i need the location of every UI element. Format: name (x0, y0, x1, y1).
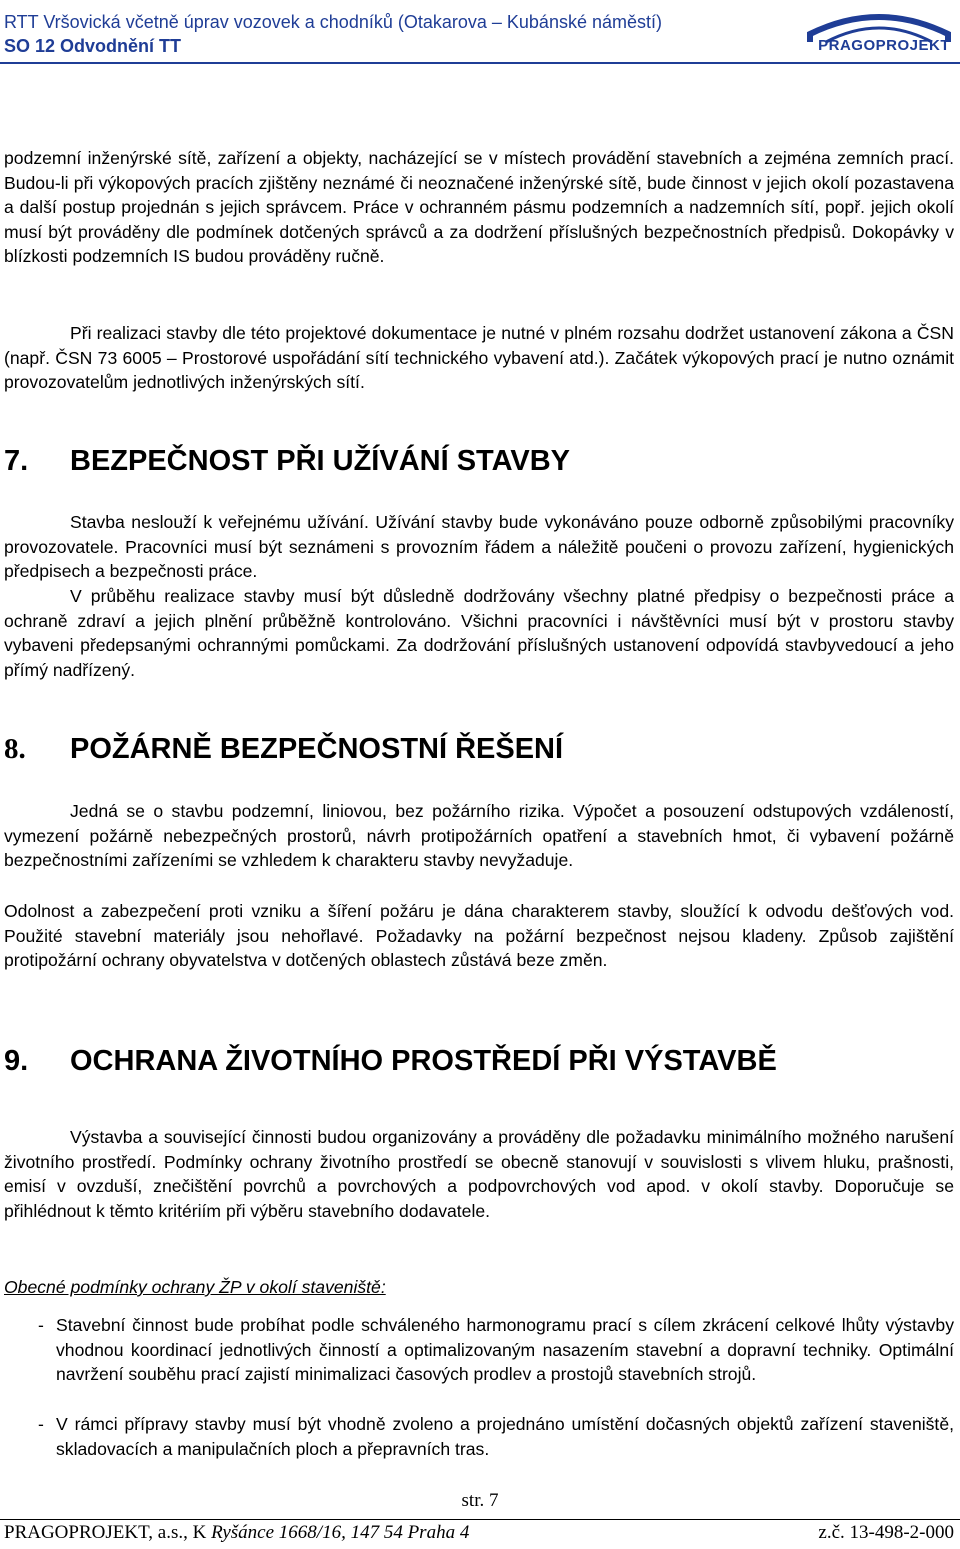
paragraph-standards-text: Při realizaci stavby dle této projektové dokumentace je nutné v plném rozsahu dodržet ustanovení zákona a ČSN (např. ČSN 73 6005 – Prostorové uspořádání sítí technického vybavení atd.). Začátek výkopových prací je nutno oznámit provozovatelům jednotlivých inženýrských sítí. (4, 323, 954, 392)
bullet-dash: - (38, 1414, 44, 1434)
section-7-paragraph-2-text: V průběhu realizace stavby musí být důsledně dodržovány všechny platné předpisy o bezpečnosti práce a ochraně zdraví a jejich plnění průběžně kontrolováno. Všichni pracovníci i návštěvníci musí být v prostoru stavby vybaveni předepsanými ochrannými pomůckami. Za dodržování příslušných ustanovení odpovídá stavbyvedoucí a jeho přímý nadřízený. (4, 586, 954, 680)
footer-doc-number: z.č. 13-498-2-000 (818, 1522, 954, 1543)
header-title-line1: RTT Vršovická včetně úprav vozovek a chodníků (Otakarova – Kubánské náměstí) (4, 12, 662, 32)
section-9-heading (4, 1045, 777, 1078)
section-9-title: OCHRANA ŽIVOTNÍHO PROSTŘEDÍ PŘI VÝSTAVBĚ (70, 1045, 777, 1077)
footer-divider (0, 1519, 960, 1520)
bullet-dash: - (38, 1315, 44, 1335)
section-9-number: 9. (4, 1045, 29, 1077)
section-8-paragraph-1-text: Jedná se o stavbu podzemní, liniovou, bez požárního rizika. Výpočet a posouzení odstupových vzdáleností, vymezení požárně nebezpečných prostorů, návrh protipožárních opatření a stavebních hmot, či vybavení požárně bezpečnostními zařízeními se vzhledem k charakteru stavby nevyžaduje. (4, 801, 954, 870)
logo-text: PRAGOPROJEKT (818, 37, 950, 54)
footer-street: Ryšánce 1668/16, 147 54 Praha 4 (211, 1522, 470, 1543)
section-8-title: POŽÁRNĚ BEZPEČNOSTNÍ ŘEŠENÍ (70, 733, 564, 765)
section-8-paragraph-2: Odolnost a zabezpečení proti vzniku a šíření požáru je dána charakterem stavby, sloužící k odvodu dešťových vod. Použité stavební materiály jsou nehořlavé. Požadavky na požární bezpečnost nejsou kladeny. Způsob zajištění protipožární ochrany obyvatelstva v dotčených oblastech zůstává beze změn. (4, 901, 954, 970)
section-8-heading (4, 733, 563, 766)
footer-company: PRAGOPROJEKT, a.s., K (4, 1522, 207, 1543)
section-7-paragraph-1-text: Stavba neslouží k veřejnému užívání. Užívání stavby bude vykonáváno pouze odborně způsobilými pracovníky provozovatele. Pracovníci musí být seznámeni s provozním řádem a náležitě poučeni o provozu zařízení, hygienických předpisech a bezpečnosti práce. (4, 512, 954, 581)
pragoprojekt-logo (806, 4, 952, 58)
section-7-paragraph-2 (4, 584, 954, 682)
list-item (4, 1313, 954, 1387)
section-8-number: 8. (4, 733, 26, 765)
section-8-paragraph-1 (4, 799, 954, 873)
section-9-subheading-text: Obecné podmínky ochrany ŽP v okolí staveniště: (4, 1277, 386, 1297)
section-9-subheading (4, 1275, 954, 1300)
section-7-title: BEZPEČNOST PŘI UŽÍVÁNÍ STAVBY (70, 445, 571, 477)
page-number: str. 7 (461, 1490, 499, 1511)
section-9-paragraph-1-text: Výstavba a související činnosti budou organizovány a prováděny dle požadavku minimálního možného narušení životního prostředí. Podmínky ochrany životního prostředí se obecně stanovují v souvislosti s vlivem hluku, prašnosti, emisí v ovzduší, znečištění povrchů a povrchových a podpovrchových vod apod. v okolí stavby. Doporučuje se přihlédnout k těmto kritériím při výběru stavebního dodavatele. (4, 1127, 954, 1221)
header-title-line2: SO 12 Odvodnění TT (4, 36, 182, 56)
list-item-text: V rámci přípravy stavby musí být vhodně zvoleno a projednáno umístění dočasných objektů zařízení staveniště, skladovacích a manipulačních ploch a přepravních tras. (56, 1414, 954, 1459)
list-item (4, 1412, 954, 1461)
section-9-paragraph-1 (4, 1125, 954, 1223)
paragraph-networks: podzemní inženýrské sítě, zařízení a objekty, nacházející se v místech provádění stavebních a zejména zemních prací. Budou-li při výkopových pracích zjištěny neznámé či neoznačené inženýrské sítě, bude činnost v jejich okolí pozastavena a další postup projednán s jejich správcem. Práce v ochranném pásmu podzemních a nadzemních sítí, popř. jejich okolí musí být prováděny dle podmínek dotčených správců a za dodržení příslušných bezpečnostních předpisů. Dokopávky v blízkosti podzemních IS budou prováděny ručně. (4, 148, 954, 266)
list-item-text: Stavební činnost bude probíhat podle schváleného harmonogramu prací s cílem zkrácení celkové lhůty výstavby vhodnou koordinací jednotlivých činností a optimalizovaným nasazením stavební a dopravní techniky. Optimální navržení souběhu prací zajistí minimalizaci časových prodlev a prostojů stavebních strojů. (56, 1315, 954, 1384)
section-7-paragraph-1 (4, 510, 954, 584)
section-7-number: 7. (4, 445, 29, 477)
section-7-heading (4, 445, 570, 478)
paragraph-standards (4, 321, 954, 395)
header-divider (0, 62, 960, 64)
footer-address (4, 1522, 469, 1544)
